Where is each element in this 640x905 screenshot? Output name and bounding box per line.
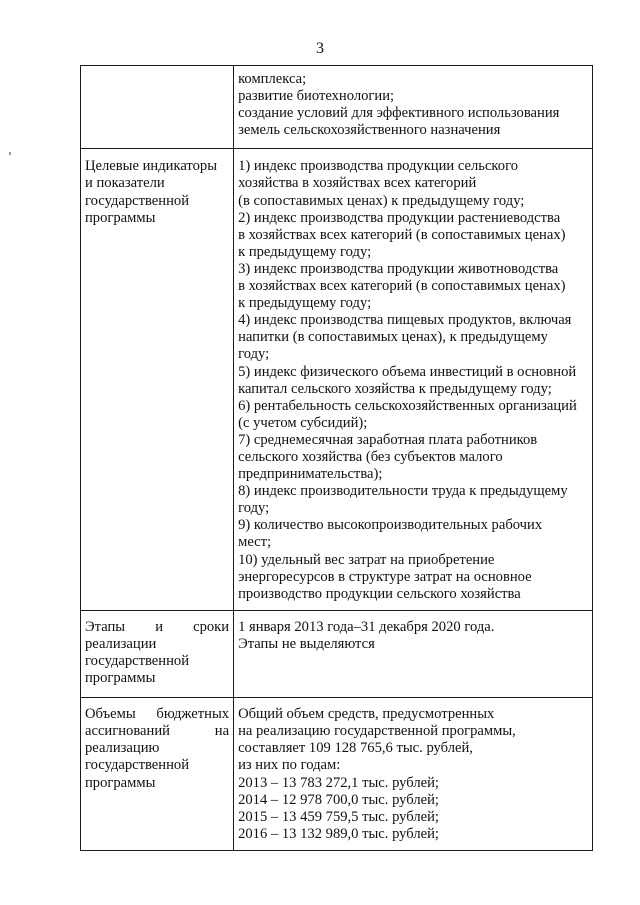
stages-line: Этапы не выделяются — [238, 635, 375, 652]
row-label-cell — [81, 149, 234, 610]
indicator-line: 4) индекс производства пищевых продуктов, включая — [238, 312, 572, 329]
row-content-cell — [234, 698, 593, 851]
indicator-line: году; — [238, 500, 270, 517]
indicator-line: 3) индекс производства продукции животноводства — [238, 260, 559, 277]
row-label-line: реализации — [85, 635, 157, 652]
row-label-line: реализацию — [85, 740, 160, 757]
content-line: развитие биотехнологии; — [238, 88, 395, 105]
table-row-continuation — [81, 66, 593, 149]
passport-table — [80, 65, 593, 851]
row-label-line: программы — [85, 670, 156, 687]
budget-year-line: 2013 – 13 783 272,1 тыс. рублей; — [238, 774, 439, 791]
row-label-line: государственной — [85, 653, 190, 669]
row-content-cell — [234, 149, 593, 610]
indicator-line: мест; — [238, 534, 272, 551]
indicator-line: в хозяйствах всех категорий (в сопоставимых ценах) — [238, 278, 566, 295]
row-label-line: ассигнований на — [85, 723, 230, 740]
row-label-line: государственной — [85, 757, 190, 774]
table-row-budget — [81, 698, 593, 851]
indicator-line: к предыдущему году; — [238, 295, 372, 312]
content-line: комплекса; — [238, 71, 307, 87]
row-content-cell — [234, 610, 593, 697]
budget-line: составляет 109 128 765,6 тыс. рублей, — [238, 740, 473, 757]
indicator-line: 5) индекс физического объема инвестиций в основной — [238, 363, 577, 380]
indicator-line: предпринимательства); — [238, 466, 383, 483]
indicator-line: напитки (в сопоставимых ценах), к предыдущему — [238, 329, 548, 346]
row-label-line: и показатели — [85, 175, 165, 192]
indicator-line: 8) индекс производительности труда к предыдущему — [238, 483, 568, 500]
indicator-line: (в сопоставимых ценах) к предыдущему году; — [238, 192, 525, 209]
indicator-line: 9) количество высокопроизводительных рабочих — [238, 517, 543, 534]
row-label-line: Этапы и сроки — [85, 618, 230, 635]
budget-year-line: 2014 – 12 978 700,0 тыс. рублей; — [238, 791, 439, 808]
budget-year-line: 2015 – 13 459 759,5 тыс. рублей; — [238, 808, 439, 825]
indicator-line: хозяйства в хозяйствах всех категорий — [238, 175, 477, 192]
indicator-line: капитал сельского хозяйства к предыдущему году; — [238, 380, 552, 397]
row-label-line: программы — [85, 774, 156, 791]
indicator-line: году; — [238, 346, 270, 363]
indicator-line: 1) индекс производства продукции сельского — [238, 158, 518, 175]
row-label-cell — [81, 698, 234, 851]
row-label-line: Объемы бюджетных — [85, 706, 230, 723]
content-line: создание условий для эффективного использования — [238, 105, 560, 122]
indicator-line: 2) индекс производства продукции растениеводства — [238, 209, 561, 226]
content-line: земель сельскохозяйственного назначения — [238, 122, 501, 139]
budget-line: из них по годам: — [238, 757, 341, 774]
row-label-cell — [81, 610, 234, 697]
budget-year-line: 2016 – 13 132 989,0 тыс. рублей; — [238, 825, 439, 842]
row-label-line: Целевые индикаторы — [85, 158, 218, 175]
indicator-line: к предыдущему году; — [238, 243, 372, 260]
scan-mark — [9, 152, 11, 155]
budget-line: на реализацию государственной программы, — [238, 723, 516, 740]
indicator-line: в хозяйствах всех категорий (в сопоставимых ценах) — [238, 226, 566, 243]
budget-line: Общий объем средств, предусмотренных — [238, 706, 495, 723]
table-row-target-indicators — [81, 149, 593, 610]
indicator-line: 7) среднемесячная заработная плата работников — [238, 431, 538, 448]
indicator-line: энергоресурсов в структуре затрат на основное — [238, 568, 532, 585]
indicator-line: сельского хозяйства (без субъектов малого — [238, 448, 503, 465]
indicator-line: производство продукции сельского хозяйства — [238, 585, 521, 602]
row-label-line: программы — [85, 209, 156, 226]
row-label-line: государственной — [85, 192, 190, 209]
indicator-line: 10) удельный вес затрат на приобретение — [238, 551, 495, 568]
indicator-line: 6) рентабельность сельскохозяйственных организаций — [238, 397, 577, 414]
stages-line: 1 января 2013 года–31 декабря 2020 года. — [238, 618, 495, 635]
indicator-line: (с учетом субсидий); — [238, 414, 368, 431]
page-number: 3 — [316, 40, 324, 57]
row-label-cell — [81, 66, 234, 149]
row-content-cell — [234, 66, 593, 149]
table-row-stages — [81, 610, 593, 697]
